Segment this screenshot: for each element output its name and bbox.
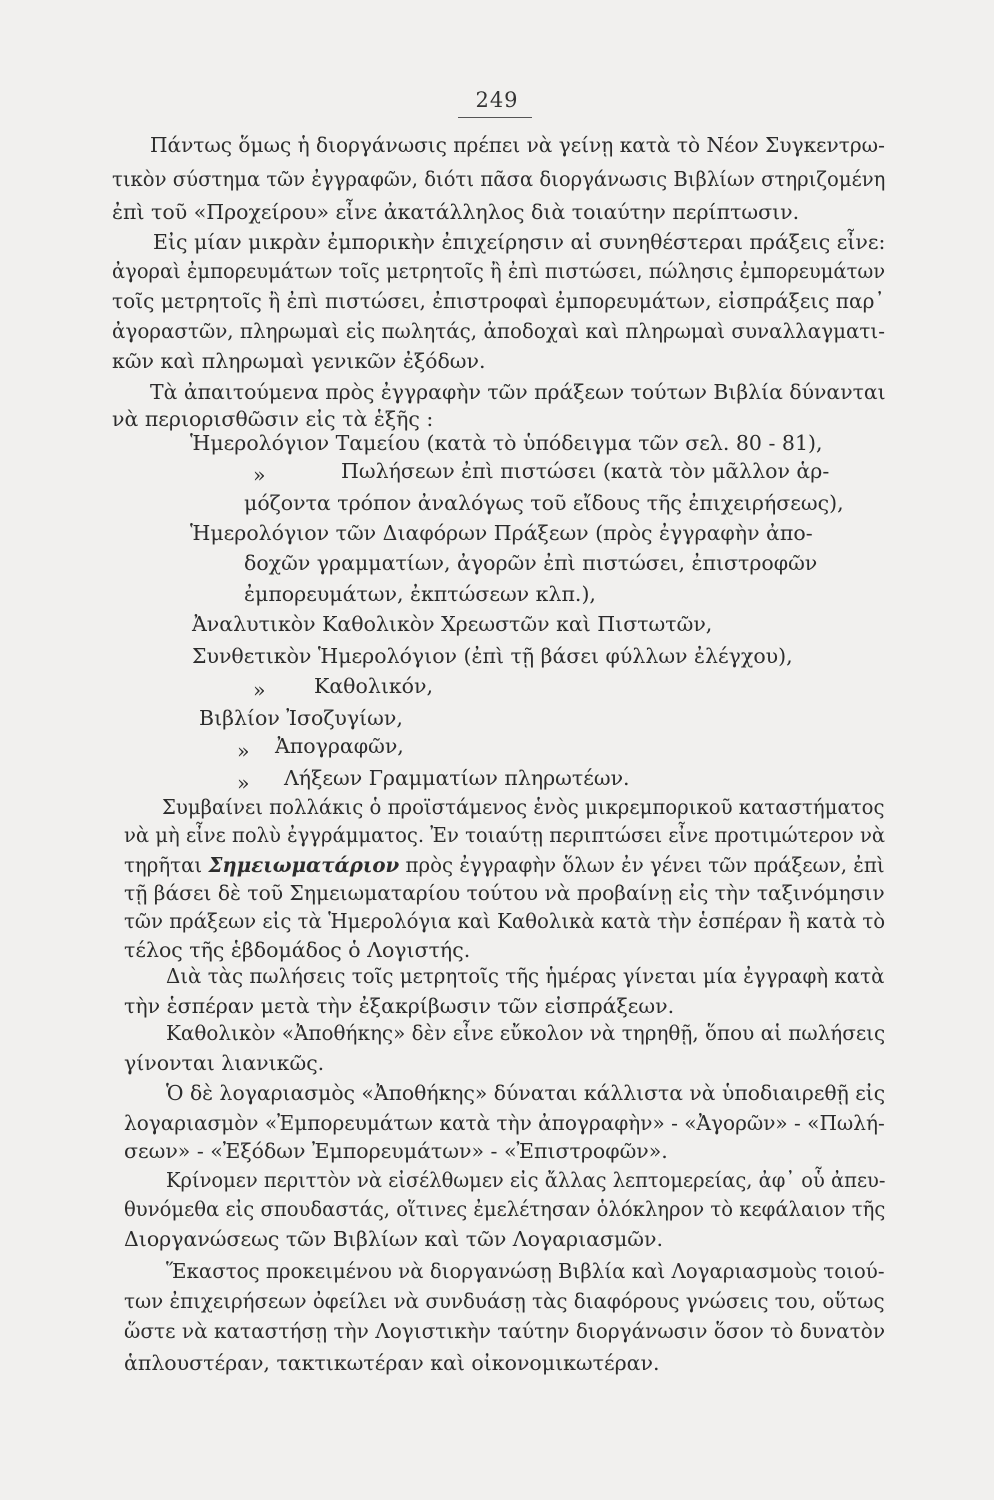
text-line: Κρίνομεν περιττὸν νὰ εἰσέλθωμεν εἰς ἄλλας λεπτομερείας, ἀφ᾽ οὗ ἀπευ- <box>166 1168 886 1192</box>
text-line: Ἀναλυτικὸν Καθολικὸν Χρεωστῶν καὶ Πιστωτῶν, <box>192 612 713 636</box>
text-line: νὰ μὴ εἶνε πολὺ ἐγγράμματος. Ἐν τοιαύτῃ περιπτώσει εἶνε προτιμώτερον νὰ <box>124 823 886 847</box>
text-line: τέλος τῆς ἑβδομάδος ὁ Λογιστής. <box>124 938 471 962</box>
text-line: κῶν καὶ πληρωμαὶ γενικῶν ἐξόδων. <box>112 349 486 373</box>
text-line: τοῖς μετρητοῖς ἢ ἐπὶ πιστώσει, ἐπιστροφαὶ ἐμπορευμάτων, εἰσπράξεις παρ᾽ <box>112 289 885 313</box>
text-line: λογαριασμὸν «Ἐμπορευμάτων κατὰ τὴν ἀπογραφὴν» - «Ἀγορῶν» - «Πωλή- <box>124 1111 885 1135</box>
text-line: τῇ βάσει δὲ τοῦ Σημειωματαρίου τούτου νὰ προβαίνῃ εἰς τὴν ταξινόμησιν <box>124 881 885 905</box>
text-line: ἀγοραστῶν, πληρωμαὶ εἰς πωλητάς, ἀποδοχαὶ καὶ πληρωμαὶ συναλλαγματι- <box>112 319 885 343</box>
text-line: Καθολικόν, <box>314 674 434 698</box>
text-line: Συνθετικὸν Ἡμερολόγιον (ἐπὶ τῇ βάσει φύλλων ἐλέγχου), <box>192 644 793 668</box>
text-line: τῶν πράξεων εἰς τὰ Ἡμερολόγια καὶ Καθολικὰ κατὰ τὴν ἑσπέραν ἢ κατὰ τὸ <box>124 909 886 933</box>
text-line: δοχῶν γραμματίων, ἀγορῶν ἐπὶ πιστώσει, ἐπιστροφῶν <box>244 551 818 575</box>
text-fragment: πρὸς ἐγγραφὴν ὅλων ἐν γένει τῶν πράξεων, ἐπὶ <box>405 853 885 877</box>
emphasized-term: Σημειωματάριον <box>208 853 400 877</box>
text-line: ὥστε νὰ καταστήσῃ τὴν Λογιστικὴν ταύτην διοργάνωσιν ὅσον τὸ δυνατὸν <box>124 1319 886 1343</box>
text-line: ἐπὶ τοῦ «Προχείρου» εἶνε ἀκατάλληλος διὰ τοιαύτην περίπτωσιν. <box>112 200 800 224</box>
text-line: γίνονται λιανικῶς. <box>124 1051 325 1075</box>
text-line: Ἀπογραφῶν, <box>275 734 404 758</box>
text-line: Βιβλίον Ἰσοζυγίων, <box>199 706 403 730</box>
text-line: των ἐπιχειρήσεων ὀφείλει νὰ συνδυάσῃ τὰς διαφόρους γνώσεις του, οὕτως <box>124 1289 885 1313</box>
text-line: μόζοντα τρόπον ἀναλόγως τοῦ εἴδους τῆς ἐπιχειρήσεως), <box>244 491 844 515</box>
ditto-mark: » <box>237 739 250 763</box>
ditto-mark: » <box>253 463 266 487</box>
text-line: τὴν ἑσπέραν μετὰ τὴν ἐξακρίβωσιν τῶν εἰσπράξεων. <box>124 994 675 1018</box>
text-line: Διὰ τὰς πωλήσεις τοῖς μετρητοῖς τῆς ἡμέρας γίνεται μία ἐγγραφὴ κατὰ <box>166 964 885 988</box>
text-fragment: τηρῆται <box>124 853 203 877</box>
text-line: Ἡμερολόγιον τῶν Διαφόρων Πράξεων (πρὸς ἐγγραφὴν ἀπο- <box>190 521 813 545</box>
text-line: Τὰ ἀπαιτούμενα πρὸς ἐγγραφὴν τῶν πράξεων τούτων Βιβλία δύνανται <box>150 380 886 404</box>
text-line: Λήξεων Γραμματίων πληρωτέων. <box>284 766 630 790</box>
text-line: Πάντως ὅμως ἡ διοργάνωσις πρέπει νὰ γείνῃ κατὰ τὸ Νέον Συγκεντρω- <box>150 133 885 157</box>
text-line: ἀγοραὶ ἐμπορευμάτων τοῖς μετρητοῖς ἢ ἐπὶ πιστώσει, πώλησις ἐμπορευμάτων <box>112 259 886 283</box>
text-line: τικὸν σύστημα τῶν ἐγγραφῶν, διότι πᾶσα διοργάνωσις Βιβλίων στηριζομένη <box>112 167 886 191</box>
page-number: 249 <box>475 88 519 112</box>
text-line: ἁπλουστέραν, τακτικωτέραν καὶ οἰκονομικωτέραν. <box>124 1351 660 1375</box>
text-line: Εἰς μίαν μικρὰν ἐμπορικὴν ἐπιχείρησιν αἱ συνηθέστεραι πράξεις εἶνε: <box>153 230 886 254</box>
page-number-rule <box>458 117 532 118</box>
text-line: σεων» - «Ἐξόδων Ἐμπορευμάτων» - «Ἐπιστροφῶν». <box>124 1139 668 1163</box>
text-line: Πωλήσεων ἐπὶ πιστώσει (κατὰ τὸν μᾶλλον ἁρ- <box>341 459 830 483</box>
text-line: Συμβαίνει πολλάκις ὁ προϊστάμενος ἑνὸς μικρεμπορικοῦ καταστήματος <box>162 795 885 819</box>
ditto-mark: » <box>253 678 266 702</box>
text-line: θυνόμεθα εἰς σπουδαστάς, οἵτινες ἐμελέτησαν ὁλόκληρον τὸ κεφάλαιον τῆς <box>124 1197 886 1221</box>
text-line: Διοργανώσεως τῶν Βιβλίων καὶ τῶν Λογαριασμῶν. <box>124 1227 663 1251</box>
text-line <box>124 852 885 878</box>
text-line: νὰ περιορισθῶσιν εἰς τὰ ἑξῆς : <box>112 407 434 431</box>
text-line: Ἡμερολόγιον Ταμείου (κατὰ τὸ ὑπόδειγμα τῶν σελ. 80 - 81), <box>190 431 823 455</box>
text-line: Καθολικὸν «Ἀποθήκης» δὲν εἶνε εὔκολον νὰ τηρηθῇ, ὅπου αἱ πωλήσεις <box>166 1021 886 1045</box>
text-line: Ὁ δὲ λογαριασμὸς «Ἀποθήκης» δύναται κάλλιστα νὰ ὑποδιαιρεθῇ εἰς <box>166 1081 886 1105</box>
text-line: Ἕκαστος προκειμένου νὰ διοργανώσῃ Βιβλία καὶ Λογαριασμοὺς τοιού- <box>166 1259 885 1283</box>
ditto-mark: » <box>237 771 250 795</box>
text-line: ἐμπορευμάτων, ἐκπτώσεων κλπ.), <box>244 582 596 606</box>
